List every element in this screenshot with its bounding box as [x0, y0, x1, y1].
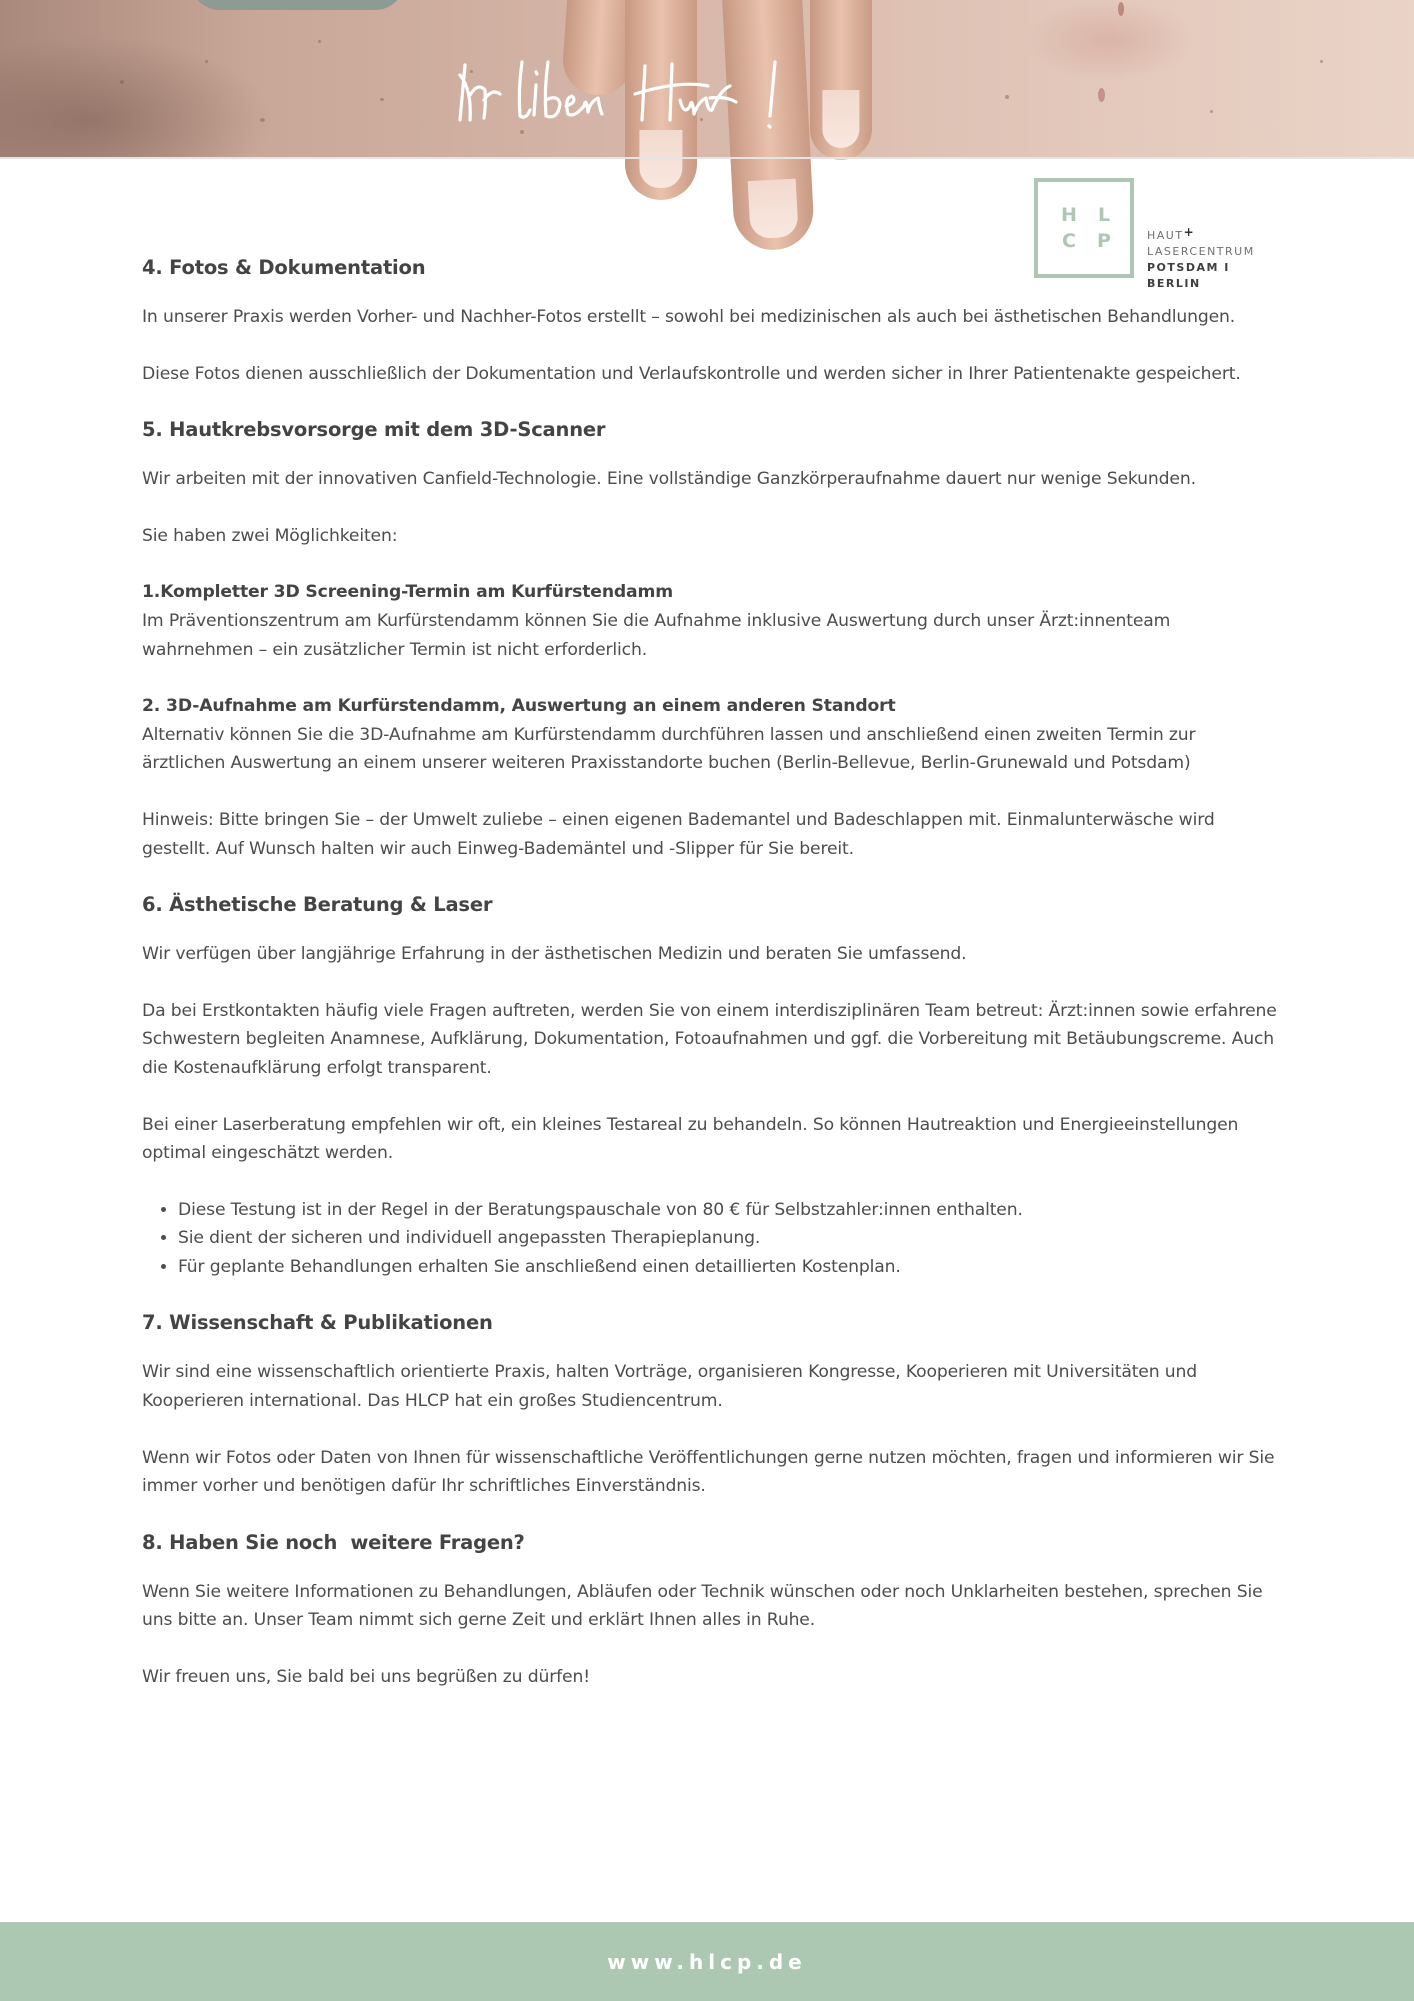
banner-edge	[0, 157, 1414, 159]
handwritten-slogan	[440, 35, 1000, 130]
paragraph: Sie haben zwei Möglichkeiten:	[142, 525, 398, 546]
paragraph: Wenn Sie weitere Informationen zu Behandlungen, Abläufen oder Technik wünschen oder noch Unklarheiten bestehen, sprechen Sie uns bitte an. Unser Team nimmt sich gerne Zeit und erklärt Ihnen alles in Ruhe.	[142, 1581, 1263, 1631]
website-link[interactable]: www.hlcp.de	[607, 1950, 807, 1974]
logo-letter: C	[1062, 230, 1077, 252]
bullet-item: • Diese Testung ist in der Regel in der Beratungspauschale von 80 € für Selbstzahler:innen enthalten.	[178, 1196, 1282, 1225]
logo-line-lasercentrum: LASERCENTRUM	[1147, 245, 1255, 258]
option-2-text: Alternativ können Sie die 3D-Aufnahme am Kurfürstendamm durchführen lassen und anschließend einen zweiten Termin zur ärztlichen Auswertung an einem unserer weiteren Praxisstandorte buchen (Berlin-Bellevue, Berlin-Grunewald und Potsdam)	[142, 724, 1196, 774]
logo-letter: P	[1097, 230, 1112, 252]
paragraph: Da bei Erstkontakten häufig viele Fragen auftreten, werden Sie von einem interdisziplinären Team betreut: Ärzt:innen sowie erfahrene Schwestern begleiten Anamnese, Aufklärung, Dokumentation, Fotoaufnahmen und ggf. die Vorbereitung mit Betäubungscreme. Auch die Kostenaufklärung erfolgt transparent.	[142, 1000, 1277, 1078]
paragraph: Wir sind eine wissenschaftlich orientierte Praxis, halten Vorträge, organisieren Kongresse, Kooperieren mit Universitäten und Kooperieren international. Das HLCP hat ein großes Studiencentrum.	[142, 1362, 1198, 1412]
section-wissenschaft	[142, 1311, 1282, 1500]
paragraph: Bei einer Laserberatung empfehlen wir oft, ein kleines Testareal zu behandeln. So können Hautreaktion und Energieeinstellungen optimal eingeschätzt werden.	[142, 1114, 1239, 1164]
bullet-item: • Sie dient der sicheren und individuell angepassten Therapieplanung.	[178, 1224, 1282, 1253]
section-heading: 6. Ästhetische Beratung & Laser	[142, 893, 493, 917]
logo-line-locations: POTSDAM I BERLIN	[1147, 261, 1230, 290]
paragraph: Wenn wir Fotos oder Daten von Ihnen für wissenschaftliche Veröffentlichungen gerne nutzen möchten, fragen und informieren wir Sie immer vorher und benötigen dafür Ihr schriftliches Einverständnis.	[142, 1447, 1275, 1497]
hero-banner-image	[0, 0, 1414, 158]
section-aesthetische-beratung	[142, 893, 1282, 1281]
section-heading: 8. Haben Sie noch weitere Fragen?	[142, 1530, 525, 1554]
bullet-list	[142, 1196, 1282, 1282]
document-body	[142, 256, 1282, 1692]
logo-line-haut: HAUT	[1147, 229, 1184, 242]
section-heading: 4. Fotos & Dokumentation	[142, 256, 426, 279]
paragraph: Wir verfügen über langjährige Erfahrung in der ästhetischen Medizin und beraten Sie umfassend.	[142, 944, 967, 965]
option-2-title: 2. 3D-Aufnahme am Kurfürstendamm, Auswertung an einem anderen Standort	[142, 696, 896, 717]
plus-icon: +	[1183, 225, 1196, 239]
bullet-item: • Für geplante Behandlungen erhalten Sie anschließend einen detaillierten Kostenplan.	[178, 1253, 1282, 1282]
option-1-text: Im Präventionszentrum am Kurfürstendamm können Sie die Aufnahme inklusive Auswertung durch unser Ärzt:innenteam wahrnehmen – ein zusätzlicher Termin ist nicht erforderlich.	[142, 610, 1171, 660]
section-fotos-dokumentation	[142, 256, 1282, 388]
slogan-text: Wir lieben Haut!	[440, 35, 571, 54]
logo-letter: L	[1097, 204, 1112, 226]
section-heading: 5. Hautkrebsvorsorge mit dem 3D-Scanner	[142, 418, 606, 442]
section-hautkrebsvorsorge	[142, 418, 1282, 863]
glove-shape	[190, 0, 405, 10]
option-1-title: 1.Kompletter 3D Screening-Termin am Kurfürstendamm	[142, 582, 674, 603]
logo-letter: H	[1061, 204, 1078, 226]
footer-bar	[0, 1922, 1414, 2001]
logo-monogram	[1052, 204, 1122, 252]
hint-paragraph: Hinweis: Bitte bringen Sie – der Umwelt zuliebe – einen eigenen Bademantel und Badeschlappen mit. Einmalunterwäsche wird gestellt. Auf Wunsch halten wir auch Einweg-Bademäntel und -Slipper für Sie bereit.	[142, 809, 1215, 859]
section-weitere-fragen	[142, 1531, 1282, 1692]
paragraph: In unserer Praxis werden Vorher- und Nachher-Fotos erstellt – sowohl bei medizinischen als auch bei ästhetischen Behandlungen.	[142, 307, 1236, 327]
paragraph: Diese Fotos dienen ausschließlich der Dokumentation und Verlaufskontrolle und werden sicher in Ihrer Patientenakte gespeichert.	[142, 363, 1241, 384]
closing-paragraph: Wir freuen uns, Sie bald bei uns begrüßen zu dürfen!	[142, 1667, 590, 1688]
section-heading: 7. Wissenschaft & Publikationen	[142, 1311, 493, 1335]
paragraph: Wir arbeiten mit der innovativen Canfield-Technologie. Eine vollständige Ganzkörperaufnahme dauert nur wenige Sekunden.	[142, 469, 1196, 490]
